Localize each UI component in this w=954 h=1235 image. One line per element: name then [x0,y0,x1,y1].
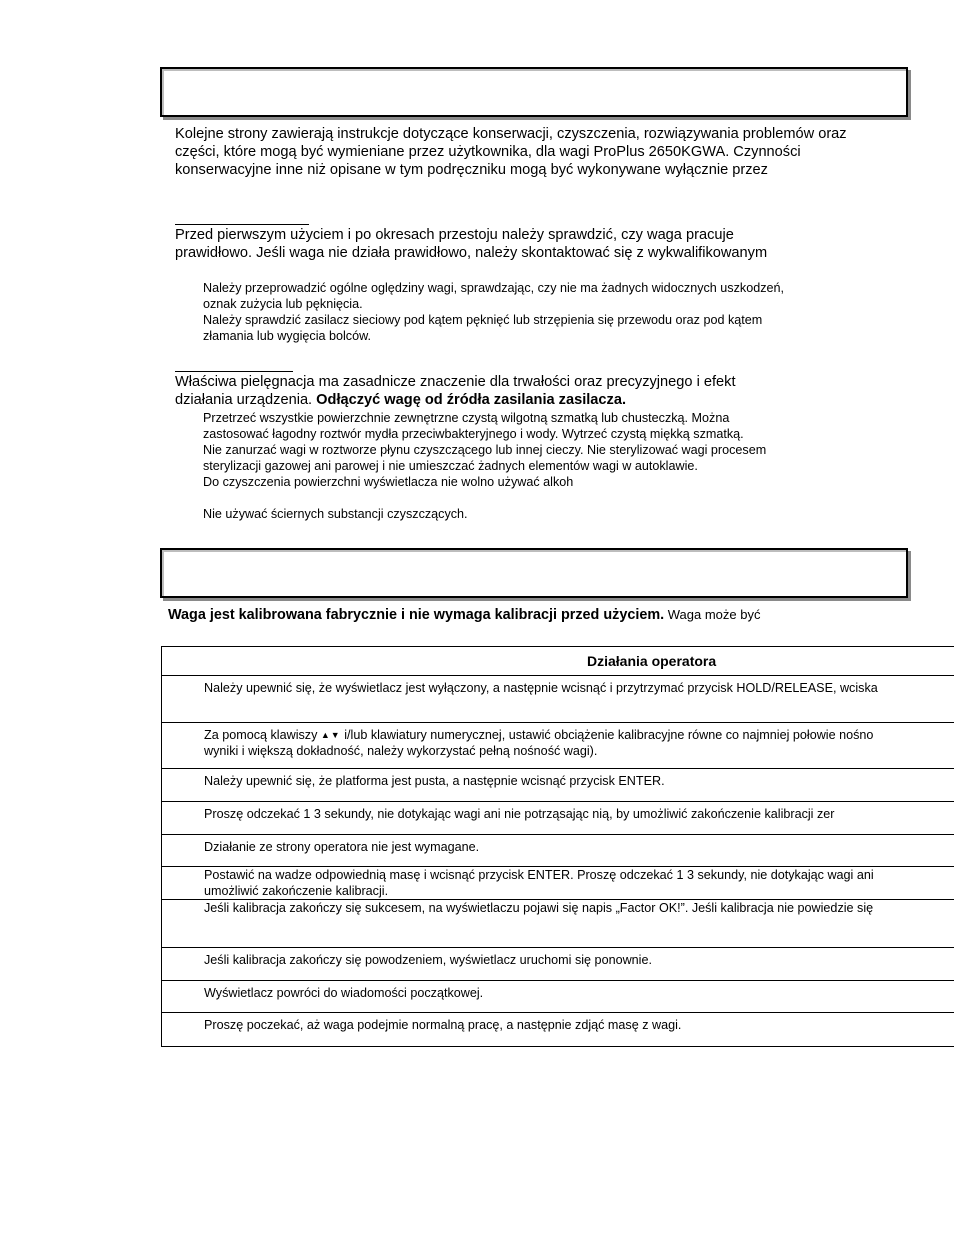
row-line-start: Za pomocą klawiszy [204,728,321,742]
calibration-intro-bold: Waga jest kalibrowana fabrycznie i nie wymaga kalibracji przed użyciem. [168,607,665,623]
inspection-item: Należy przeprowadzić ogólne oględziny wagi, sprawdzając, czy nie ma żadnych widocznych uszkodzeń, [203,281,785,295]
table-row [162,867,954,900]
table-row [162,676,954,723]
calibration-intro [168,607,760,623]
inspection-item: oznak zużycia lub pęknięcia. [203,297,363,311]
row-line-end: i/lub klawiatury numerycznej, ustawić obciążenie kalibracyjne równe co najmniej połowie nośno [340,728,874,742]
row-text: Proszę odczekać 1 3 sekundy, nie dotykając wagi ani nie potrząsając nią, by umożliwić zakończenie kalibracji zer [204,807,835,821]
intro-line: Kolejne strony zawierają instrukcje dotyczące konserwacji, czyszczenia, rozwiązywania problemów oraz [175,126,847,142]
unplug-warning: Odłączyć wagę od źródła zasilania zasilacza. [316,391,627,408]
table-header-label: Działania operatora [587,653,717,669]
cleaning-items [203,410,766,522]
cleaning-item: Nie zanurzać wagi w roztworze płynu czyszczącego lub innej cieczy. Nie sterylizować wagi procesem [203,443,767,457]
maintenance-intro [175,126,847,179]
inspection-line: prawidłowo. Jeśli waga nie działa prawidłowo, należy skontaktować się z wykwalifikowanym [175,244,768,261]
row-text: Jeśli kalibracja zakończy się powodzeniem, wyświetlacz uruchomi się ponownie. [204,953,652,967]
inspection-item: złamania lub wygięcia bolców. [203,329,372,343]
row-text: Działanie ze strony operatora nie jest wymagane. [204,840,480,854]
cleaning-item: zastosować łagodny roztwór mydła przeciwbakteryjnego i wody. Wytrzeć czystą miękką szmatką. [203,427,744,441]
table-row [162,723,954,769]
row-text: Wyświetlacz powróci do wiadomości początkowej. [204,986,484,1000]
table-header [162,647,954,676]
table-row [162,948,954,981]
table-row [162,769,954,802]
inspection-item: Należy sprawdzić zasilacz sieciowy pod kątem pęknięć lub strzępienia się przewodu oraz pod kątem [203,313,763,327]
cleaning-line [175,392,736,410]
row-line: Należy upewnić się, że wyświetlacz jest wyłączony, a następnie wcisnąć i przytrzymać przycisk HOLD/RELEASE, wciska [204,681,878,695]
cleaning-line: Właściwa pielęgnacja ma zasadnicze znaczenie dla trwałości oraz precyzyjnego i efekt [175,374,736,390]
calibration-table [161,646,954,1047]
cleaning-item: sterylizacji gazowej ani parowej i nie umieszczać żadnych elementów wagi w autoklawie. [203,459,698,473]
section-header-calibration [160,548,908,598]
up-down-arrows-icon: ▲▼ [320,730,341,740]
row-text: Jeśli kalibracja zakończy się sukcesem, na wyświetlaczu pojawi się napis „Factor OK!”. Jeśli kalibracja nie powiedzie się [204,901,874,915]
inspection-items [203,280,784,344]
inspection-line: Przed pierwszym użyciem i po okresach przestoju należy sprawdzić, czy waga pracuje [175,227,734,243]
row-line: Postawić na wadze odpowiednią masę i wcisnąć przycisk ENTER. Proszę odczekać 1 3 sekundy, nie dotykając wagi ani [204,868,874,882]
table-row [162,835,954,867]
row-line: umożliwić zakończenie kalibracji. [204,884,389,898]
cleaning-item: Przetrzeć wszystkie powierzchnie zewnętrzne czystą wilgotną szmatką lub chusteczką. Można [203,411,730,425]
row-text: Należy upewnić się, że platforma jest pusta, a następnie wcisnąć przycisk ENTER. [204,774,665,788]
table-row [162,802,954,835]
intro-line: części, które mogą być wymieniane przez użytkownika, dla wagi ProPlus 2650KGWA. Czynności [175,143,801,160]
cleaning-item: Do czyszczenia powierzchni wyświetlacza nie wolno używać alkoh [203,475,574,489]
cleaning-text [175,374,736,410]
calibration-intro-plain: Waga może być [664,607,761,622]
row-line: wyniki i większą dokładność, należy wykorzystać pełną nośność wagi). [204,744,598,758]
row-text: Proszę poczekać, aż waga podejmie normalną pracę, a następnie zdjąć masę z wagi. [204,1018,682,1032]
subheading-rule-cleaning [175,371,293,372]
table-row [162,981,954,1013]
inspection-text [175,227,767,263]
row-text [204,867,874,899]
row-line [204,727,873,743]
cleaning-item: Nie używać ściernych substancji czyszczących. [203,507,468,521]
row-text [204,727,873,759]
intro-line: konserwacyjne inne niż opisane w tym podręczniku mogą być wykonywane wyłącznie przez [175,161,768,178]
section-header-maintenance [160,67,908,117]
subheading-rule-inspection [175,224,309,225]
table-row [162,900,954,948]
cleaning-line-plain: działania urządzenia. [175,391,317,408]
row-text [204,680,878,696]
table-row [162,1013,954,1045]
